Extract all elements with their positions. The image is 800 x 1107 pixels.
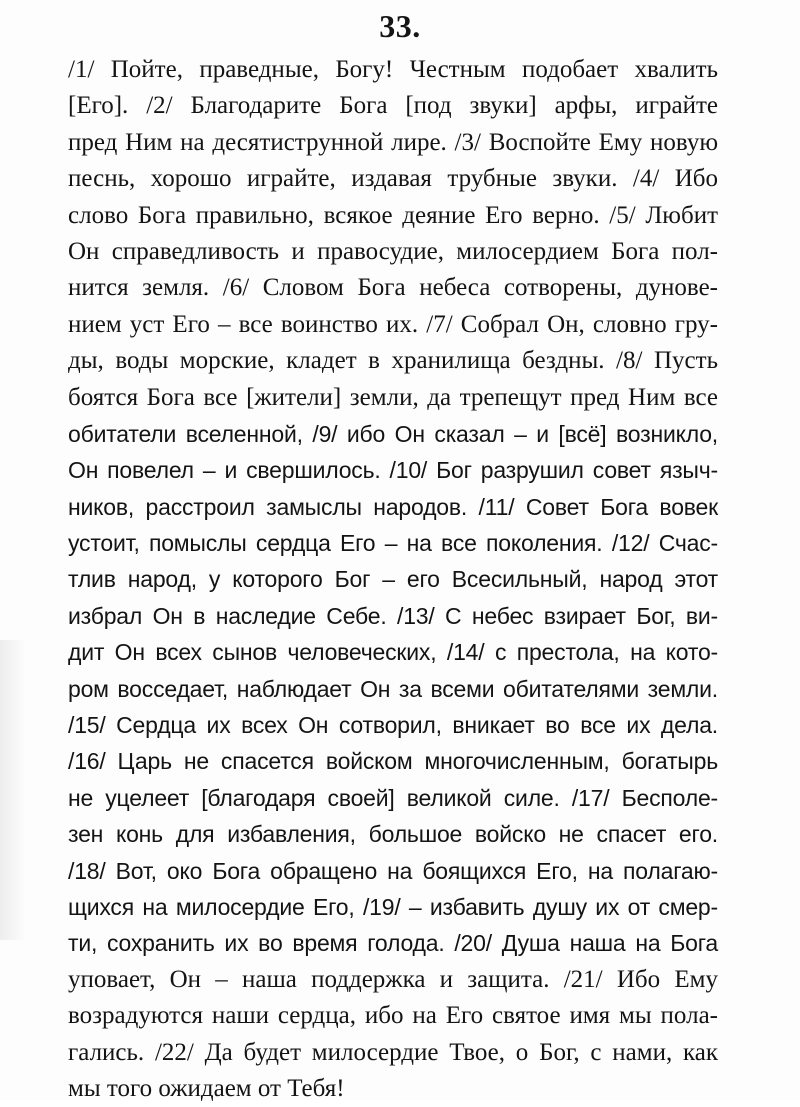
text-line: песнь, хорошо играйте, издавая трубные звуки. /4/ Ибо bbox=[68, 165, 718, 193]
text-line: /15/ Сердца их всех Он сотворил, вникает во все их дела. bbox=[68, 712, 718, 739]
text-line: ников, расстроил замыслы народов. /11/ Совет Бога вовек bbox=[68, 493, 718, 520]
text-line: /16/ Царь не спасется войском многочисленным, богатырь bbox=[68, 748, 718, 775]
text-line: боятся Бога все [жители] земли, да трепещут пред Ним все bbox=[68, 383, 718, 411]
text-line: нием уст Его – все воинство их. /7/ Собрал Он, словно гру- bbox=[68, 310, 718, 338]
text-line: нится земля. /6/ Словом Бога небеса сотворены, дунове- bbox=[68, 274, 718, 302]
text-line: ды, воды морские, кладет в хранилища бездны. /8/ Пусть bbox=[68, 347, 718, 375]
scan-edge-shadow bbox=[0, 640, 26, 940]
text-line: гались. /22/ Да будет милосердие Твое, о Бог, с нами, как bbox=[68, 1038, 718, 1066]
text-line: зен конь для избавления, большое войско не спасет его. bbox=[68, 821, 718, 848]
text-line: тлив народ, у которого Бог – его Всесильный, народ этот bbox=[68, 566, 718, 593]
text-line: слово Бога правильно, всякое деяние Его верно. /5/ Любит bbox=[68, 201, 718, 229]
text-line: дит Он всех сынов человеческих, /14/ с престола, на кото- bbox=[68, 639, 718, 666]
text-line: обитатели вселенной, /9/ ибо Он сказал – и [всё] возникло, bbox=[68, 420, 718, 447]
text-line: ти, сохранить их во время голода. /20/ Душа наша на Бога bbox=[68, 930, 718, 957]
text-line: ром восседает, наблюдает Он за всеми обитателями земли. bbox=[68, 675, 718, 702]
text-line: щихся на милосердие Его, /19/ – избавить душу их от смер- bbox=[68, 893, 718, 920]
text-line: мы того ожидаем от Тебя! bbox=[68, 1074, 345, 1102]
text-line: избрал Он в наследие Себе. /13/ С небес взирает Бог, ви- bbox=[68, 602, 718, 629]
text-line: не уцелеет [благодаря своей] великой силе. /17/ Бесполе- bbox=[68, 784, 718, 811]
text-line: Он справедливость и правосудие, милосердием Бога пол- bbox=[68, 237, 718, 265]
text-line: /1/ Пойте, праведные, Богу! Честным подобает хвалить bbox=[68, 56, 718, 83]
text-line: пред Ним на десятиструнной лире. /3/ Воспойте Ему новую bbox=[68, 128, 718, 156]
text-line: уповает, Он – наша поддержка и защита. /21/ Ибо Ему bbox=[68, 965, 718, 993]
text-line: устоит, помыслы сердца Его – на все поколения. /12/ Счас- bbox=[68, 530, 718, 557]
text-line: /18/ Вот, око Бога обращено на боящихся Его, на полагаю- bbox=[68, 857, 718, 884]
psalm-number: 33. bbox=[379, 8, 421, 44]
text-line: Он повелел – и свершилось. /10/ Бог разрушил совет языч- bbox=[68, 457, 718, 484]
psalm-text bbox=[68, 52, 718, 1107]
text-line: возрадуются наши сердца, ибо на Его святое имя мы пола- bbox=[68, 1002, 718, 1030]
text-line: [Его]. /2/ Благодарите Бога [под звуки] арфы, играйте bbox=[68, 92, 718, 120]
